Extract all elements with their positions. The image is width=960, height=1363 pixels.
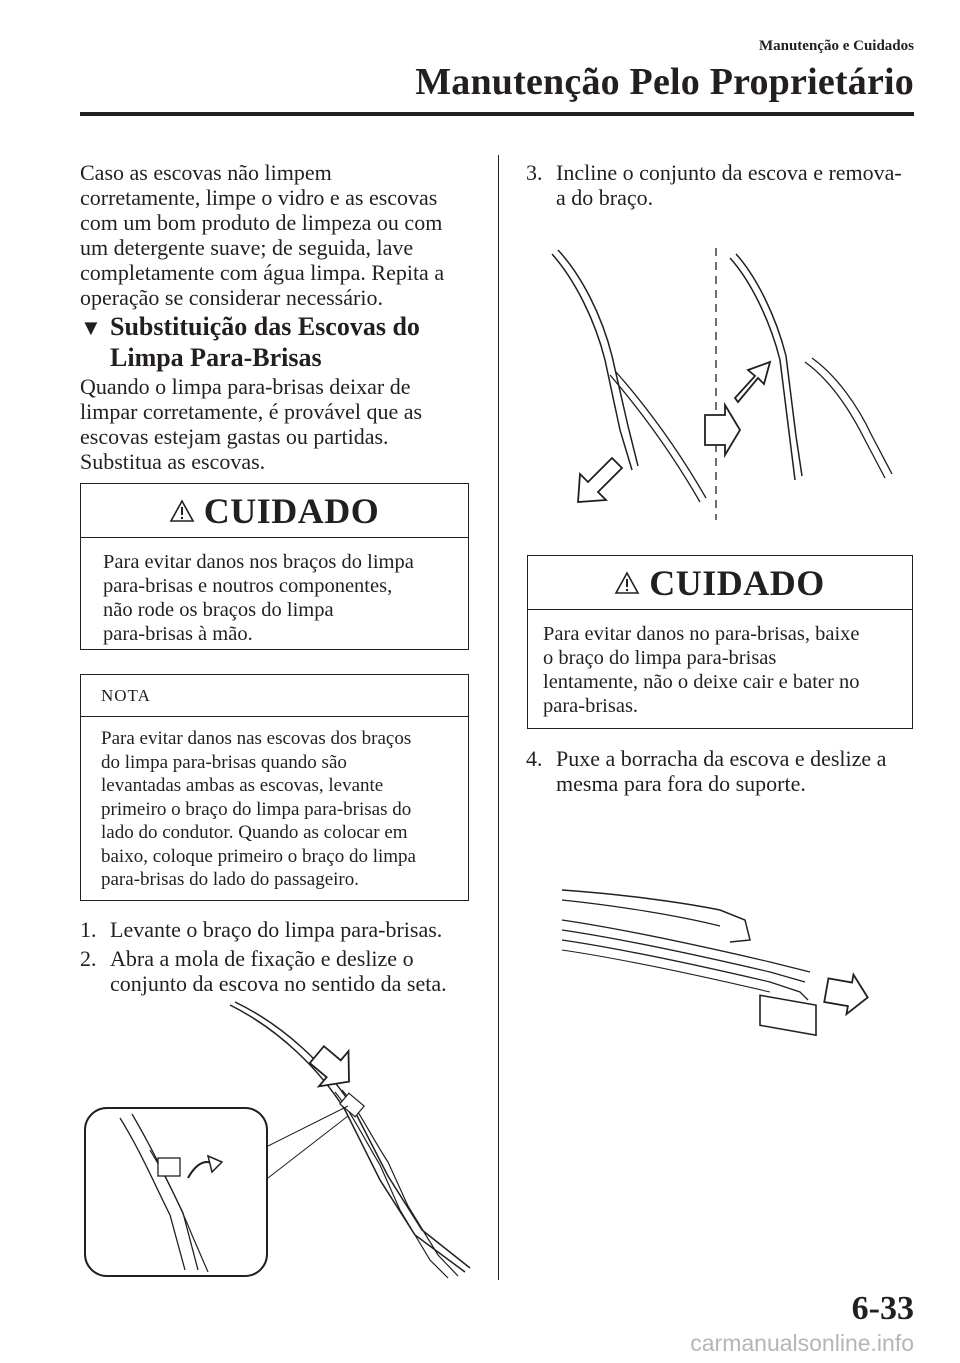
- step-1: [80, 917, 490, 942]
- caution-line: para-brisas e noutros componentes,: [103, 575, 393, 597]
- intro-line: um detergente suave; de seguida, lave: [80, 235, 414, 260]
- section-heading: [80, 312, 420, 373]
- note-line: primeiro o braço do limpa para-brisas do: [101, 798, 412, 820]
- intro-line: com um bom produto de limpeza ou com: [80, 210, 443, 235]
- column-divider: [498, 155, 499, 1280]
- intro-line: Caso as escovas não limpem: [80, 160, 332, 185]
- step-number: 2.: [80, 946, 97, 971]
- section-text-line: limpar corretamente, é provável que as: [80, 399, 423, 424]
- note-line: levantadas ambas as escovas, levante: [101, 775, 384, 796]
- section-text-line: escovas estejam gastas ou partidas.: [80, 424, 389, 449]
- caution-line: lentamente, não o deixe cair e bater no: [543, 671, 860, 693]
- wiper-clip-illustration: [80, 1000, 490, 1280]
- note-line: baixo, coloque primeiro o braço do limpa: [101, 845, 416, 867]
- wiper-remove-illustration: [540, 240, 920, 530]
- step-4: [526, 746, 926, 796]
- caution-title: CUIDADO: [649, 562, 825, 603]
- step-text: mesma para fora do suporte.: [556, 771, 806, 796]
- note-line: Para evitar danos nas escovas dos braços: [101, 728, 412, 749]
- caution-body: [81, 538, 468, 646]
- wiper-rubber-illustration: [560, 880, 890, 1030]
- caution-line: o braço do limpa para-brisas: [543, 647, 777, 669]
- step-2: [80, 946, 490, 996]
- step-text: Abra a mola de fixação e deslize o: [110, 946, 414, 971]
- step-number: 3.: [526, 160, 543, 185]
- section-text-line: Substitua as escovas.: [80, 449, 266, 474]
- step-text: Levante o braço do limpa para-brisas.: [110, 917, 443, 942]
- caution-box: [80, 483, 469, 650]
- intro-line: completamente com água limpa. Repita a: [80, 260, 445, 285]
- note-line: do limpa para-brisas quando são: [101, 751, 347, 773]
- warning-triangle-icon: [170, 500, 194, 522]
- note-title: NOTA: [101, 685, 151, 705]
- step-number: 1.: [80, 917, 97, 942]
- section-text-line: Quando o limpa para-brisas deixar de: [80, 374, 411, 399]
- step-text: Incline o conjunto da escova e remova-: [556, 160, 902, 185]
- watermark: carmanualsonline.info: [690, 1330, 914, 1356]
- note-line: lado do condutor. Quando as colocar em: [101, 822, 408, 843]
- step-text: a do braço.: [556, 185, 654, 210]
- step-text: conjunto da escova no sentido da seta.: [110, 971, 447, 996]
- intro-line: corretamente, limpe o vidro e as escovas: [80, 185, 438, 210]
- note-box: [80, 674, 469, 901]
- caution-line: para-brisas à mão.: [103, 623, 253, 645]
- page-title: Manutenção Pelo Proprietário: [415, 61, 914, 103]
- intro-line: operação se considerar necessário.: [80, 285, 383, 310]
- caution-line: Para evitar danos no para-brisas, baixe: [543, 623, 860, 645]
- step-number: 4.: [526, 746, 543, 771]
- caution-line: para-brisas.: [543, 695, 639, 717]
- page-number: 6-33: [851, 1290, 914, 1327]
- caution-header: [528, 556, 912, 610]
- caution-body: [528, 610, 912, 718]
- intro-paragraph: [80, 160, 480, 310]
- note-body: [81, 716, 468, 892]
- caution-line: não rode os braços do limpa: [103, 599, 334, 621]
- caution-box-2: [527, 555, 913, 729]
- caution-line: Para evitar danos nos braços do limpa: [103, 551, 414, 573]
- step-text: Puxe a borracha da escova e deslize a: [556, 746, 887, 771]
- caution-title: CUIDADO: [203, 490, 380, 531]
- section-title-line: Substituição das Escovas do: [110, 312, 420, 341]
- warning-triangle-icon: [615, 572, 639, 594]
- step-3: [526, 160, 926, 210]
- note-line: para-brisas do lado do passageiro.: [101, 869, 360, 890]
- section-paragraph: [80, 374, 480, 474]
- caution-header: [81, 484, 468, 538]
- triangle-marker-icon: ▼: [80, 315, 102, 340]
- chapter-label: Manutenção e Cuidados: [758, 38, 914, 54]
- section-title-line: Limpa Para-Brisas: [110, 343, 322, 372]
- header-rule: [80, 112, 914, 116]
